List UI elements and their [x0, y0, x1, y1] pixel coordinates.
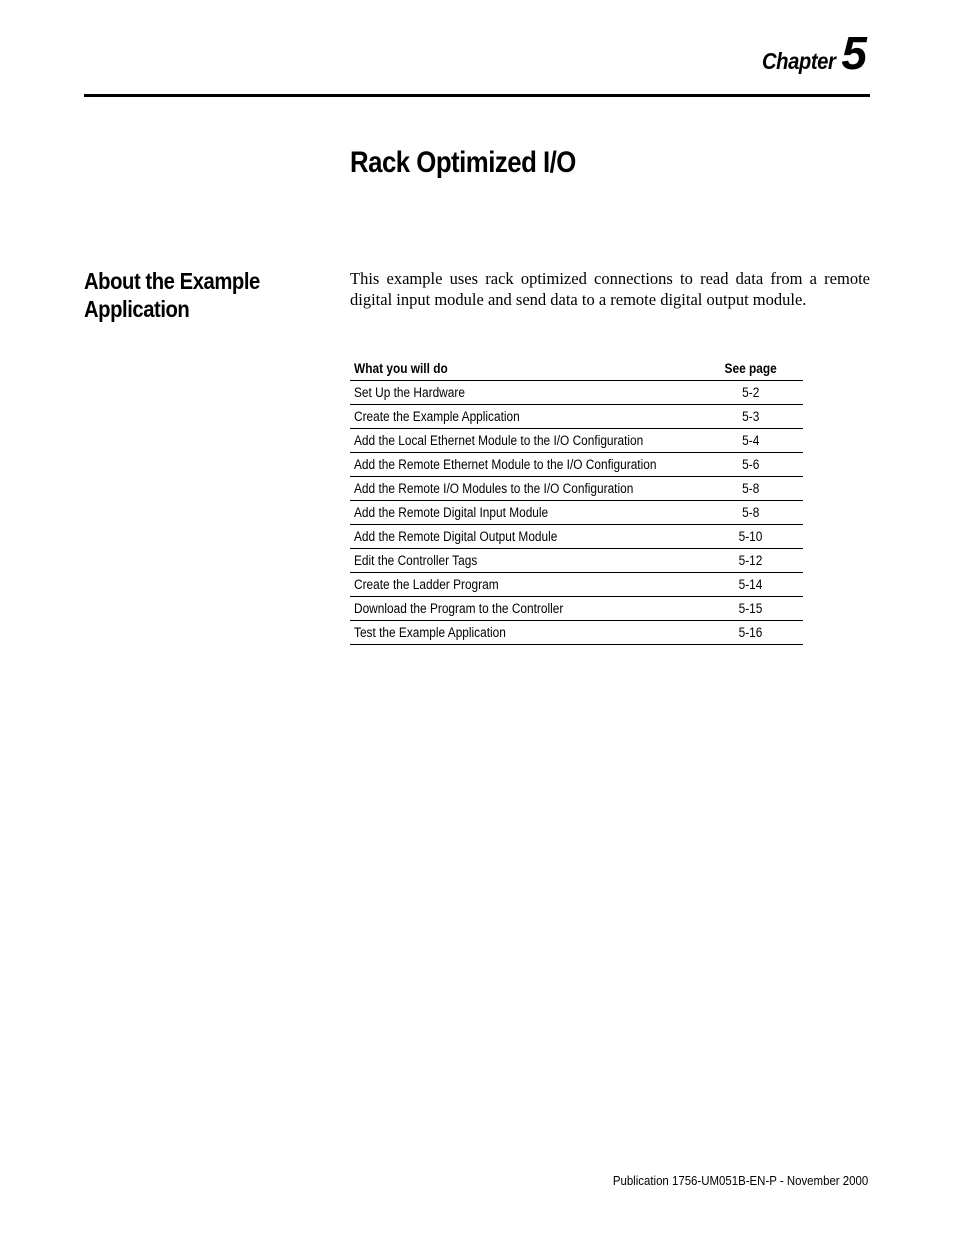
table-row	[350, 453, 803, 477]
table-row	[350, 573, 803, 597]
page-cell: 5-3	[698, 405, 803, 429]
table-row	[350, 501, 803, 525]
table-row	[350, 525, 803, 549]
chapter-header	[752, 27, 867, 79]
task-table	[350, 356, 803, 645]
table-header-row	[350, 356, 803, 381]
table-row	[350, 621, 803, 645]
task-cell: Add the Remote Digital Input Module	[350, 501, 698, 525]
page-cell: 5-15	[698, 597, 803, 621]
table-row	[350, 477, 803, 501]
column-header-task: What you will do	[350, 356, 698, 381]
task-cell: Download the Program to the Controller	[350, 597, 698, 621]
publication-footer: Publication 1756-UM051B-EN-P - November 2000	[612, 1173, 868, 1188]
page-cell: 5-8	[698, 501, 803, 525]
task-cell: Add the Remote Digital Output Module	[350, 525, 698, 549]
table-row	[350, 381, 803, 405]
task-cell: Test the Example Application	[350, 621, 698, 645]
intro-paragraph: This example uses rack optimized connections to read data from a remote digital input module and send data to a remote digital output module.	[350, 269, 870, 309]
chapter-label: Chapter	[762, 48, 836, 74]
page-cell: 5-16	[698, 621, 803, 645]
table-row	[350, 549, 803, 573]
task-cell: Add the Local Ethernet Module to the I/O Configuration	[350, 429, 698, 453]
page-cell: 5-10	[698, 525, 803, 549]
table-row	[350, 405, 803, 429]
task-cell: Create the Ladder Program	[350, 573, 698, 597]
task-cell: Create the Example Application	[350, 405, 698, 429]
table-body	[350, 381, 803, 645]
table-row	[350, 429, 803, 453]
page-cell: 5-2	[698, 381, 803, 405]
section-heading	[84, 267, 295, 323]
table-row	[350, 597, 803, 621]
column-header-page: See page	[698, 356, 803, 381]
task-cell: Edit the Controller Tags	[350, 549, 698, 573]
page-title: Rack Optimized I/O	[350, 146, 576, 179]
chapter-number: 5	[841, 27, 867, 79]
section-heading-line2: Application	[84, 296, 190, 322]
header-rule	[84, 94, 870, 97]
page-cell: 5-8	[698, 477, 803, 501]
task-cell: Add the Remote Ethernet Module to the I/O Configuration	[350, 453, 698, 477]
task-cell: Add the Remote I/O Modules to the I/O Configuration	[350, 477, 698, 501]
task-cell: Set Up the Hardware	[350, 381, 698, 405]
page-cell: 5-4	[698, 429, 803, 453]
section-heading-line1: About the Example	[84, 268, 260, 294]
page-cell: 5-14	[698, 573, 803, 597]
page-cell: 5-12	[698, 549, 803, 573]
page-cell: 5-6	[698, 453, 803, 477]
